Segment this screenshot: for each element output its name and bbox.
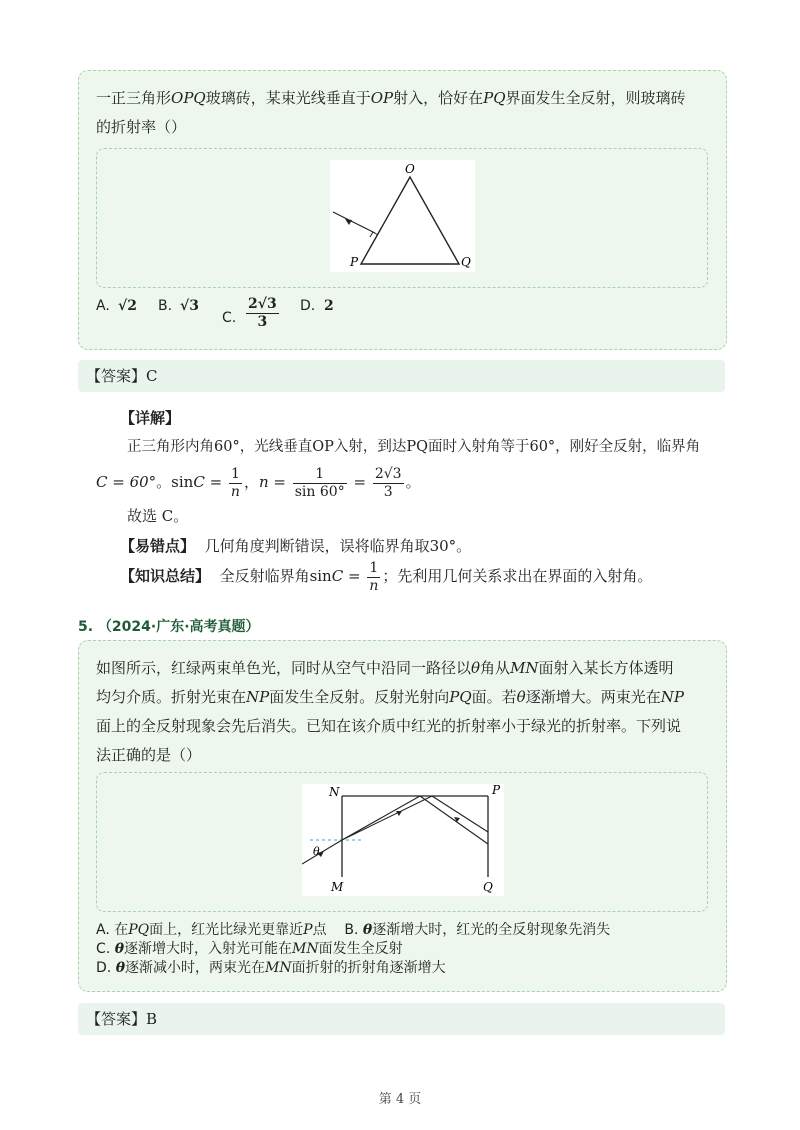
label-theta: θ: [313, 845, 320, 858]
label-p: P: [350, 255, 359, 269]
q5-answer-bar: [78, 1003, 725, 1035]
label-m: M: [331, 880, 344, 894]
q5-option-d: D. θ逐渐减小时，两束光在MN面折射的折射角逐渐增大: [96, 960, 446, 976]
rectangular-medium-diagram: [302, 784, 504, 896]
q4-stem-line1: 一正三角形OPQ玻璃砖，某束光线垂直于OP射入，恰好在PQ界面发生全反射，则玻璃砖: [96, 89, 686, 107]
page-number: 第 4 页: [378, 1092, 422, 1107]
label-n: N: [329, 785, 340, 799]
q4-summary: 【知识总结】 全反射临界角sinC = $\frac{1}{n}$ ；先利用几何关系求出在界面的入射角。: [120, 559, 653, 594]
q5-heading: 5. （2024·广东·高考真题）: [78, 619, 260, 635]
q5-answer: 【答案】B: [86, 1010, 158, 1028]
q5-option-a-b: A. 在PQ面上，红光比绿光更靠近P点 B. θ逐渐增大时，红光的全反射现象先消失: [96, 922, 611, 938]
q5-stem-line3: 面上的全反射现象会先后消失。已知在该介质中红光的折射率小于绿光的折射率。下列说: [96, 717, 682, 735]
q4-choose: 故选 C。: [127, 507, 189, 525]
option-a-value: √2: [118, 298, 137, 314]
q4-detail-line1: 正三角形内角60°，光线垂直OP入射，到达PQ面时入射角等于60°，刚好全反射，临界角: [127, 439, 701, 455]
q5-stem-line1: 如图所示，红绿两束单色光，同时从空气中沿同一路径以θ角从MN面射入某长方体透明: [96, 659, 674, 677]
q4-answer: 【答案】C: [86, 367, 158, 385]
q4-answer-bar: [78, 360, 725, 392]
q4-detail-title: 【详解】: [120, 409, 181, 427]
q4-figure: [330, 160, 475, 272]
label-p2: P: [492, 784, 501, 797]
q4-stem-line2: 的折射率（）: [96, 118, 187, 136]
q5-figure: [302, 784, 504, 896]
label-q2: Q: [483, 880, 493, 894]
label-o: O: [405, 162, 415, 176]
q4-error: 【易错点】 几何角度判断错误，误将临界角取30°。: [120, 537, 472, 555]
q5-stem-line2: 均匀介质。折射光束在NP面发生全反射。反射光射向PQ面。若θ逐渐增大。两束光在NP: [96, 688, 684, 706]
option-d-value: 2: [324, 298, 334, 314]
option-b-value: √3: [180, 298, 199, 314]
triangle-prism-diagram: [330, 160, 475, 272]
label-q: Q: [461, 255, 471, 269]
q5-stem-line4: 法正确的是（）: [96, 746, 202, 764]
q4-detail-line2: C = 60°。sinC = $\frac{1}{n}$ ，n = $\frac{1}{\sin 60^\circ}$ = $\frac{2√3}{3}$ 。: [96, 465, 421, 500]
q5-option-c: C. θ逐渐增大时，入射光可能在MN面发生全反射: [96, 941, 403, 957]
option-c-value: $\frac{2√3}{3}$: [248, 296, 277, 330]
